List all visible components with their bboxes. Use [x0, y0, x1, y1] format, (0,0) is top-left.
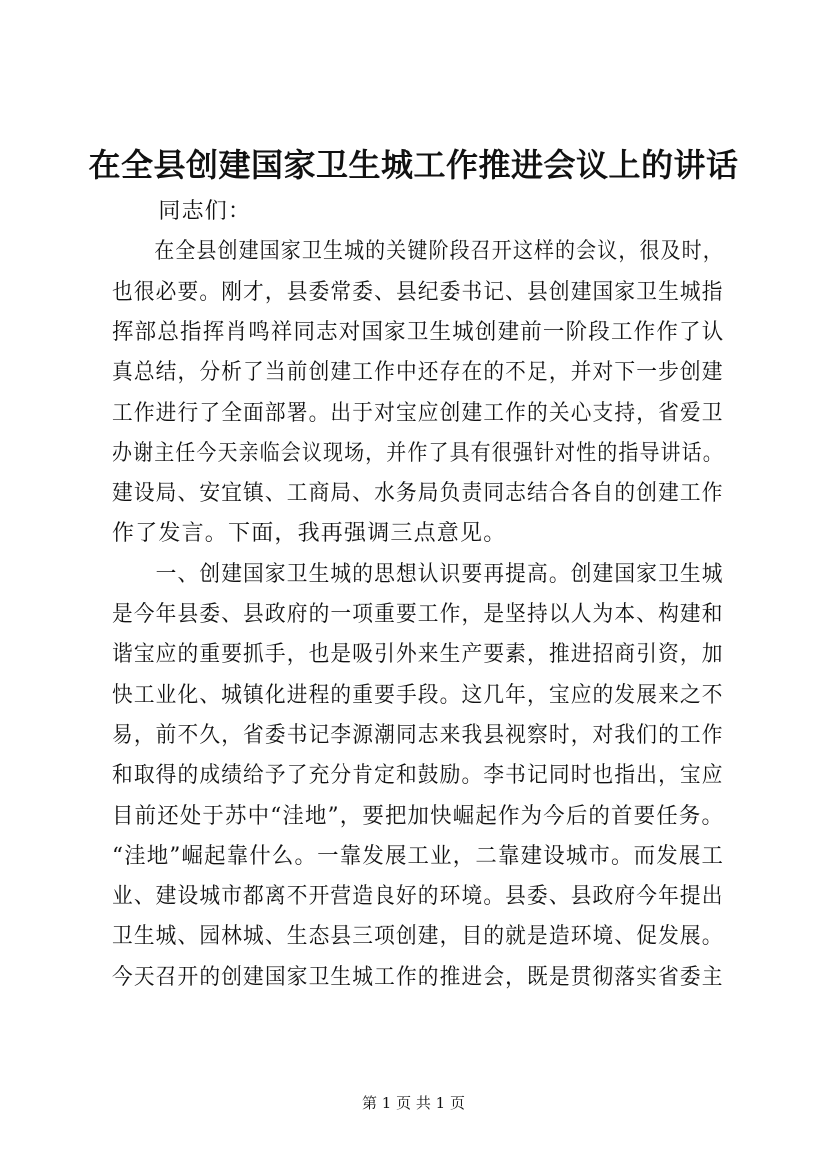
body-text-line: 是今年县委、县政府的一项重要工作，是坚持以人为本、构建和 — [112, 602, 724, 627]
body-text-line: 也很必要。刚才，县委常委、县纪委书记、县创建国家卫生城指 — [112, 279, 724, 305]
body-text-line: 在全县创建国家卫生城的关键阶段召开这样的会议，很及时， — [112, 239, 724, 265]
body-text-line: 一、创建国家卫生城的思想认识要再提高。创建国家卫生城 — [112, 561, 724, 587]
page-footer: 第 1 页 共 1 页 — [362, 1094, 465, 1112]
body-text-line: 同志们： — [112, 199, 252, 224]
body-text-line: 办谢主任今天亲临会议现场，并作了具有很强针对性的指导讲话。 — [112, 440, 724, 466]
body-text-line: 和取得的成绩给予了充分肯定和鼓励。李书记同时也指出，宝应 — [112, 763, 724, 789]
body-text-line: 挥部总指挥肖鸣祥同志对国家卫生城创建前一阶段工作作了认 — [112, 319, 725, 345]
body-text-line: 作了发言。下面，我再强调三点意见。 — [112, 521, 507, 547]
document-title: 在全县创建国家卫生城工作推进会议上的讲话 — [88, 146, 739, 184]
body-text-line: 今天召开的创建国家卫生城工作的推进会，既是贯彻落实省委主 — [112, 964, 724, 990]
body-text-line: 卫生城、园林城、生态县三项创建，目的就是造环境、促发展。 — [112, 924, 724, 950]
body-text-line: 工作进行了全面部署。出于对宝应创建工作的关心支持，省爱卫 — [112, 400, 724, 426]
body-text-line: “洼地”崛起靠什么。一靠发展工业，二靠建设城市。而发展工 — [112, 843, 725, 869]
body-text-line: 建设局、安宜镇、工商局、水务局负责同志结合各自的创建工作 — [112, 481, 724, 507]
body-text-line: 谐宝应的重要抓手，也是吸引外来生产要素，推进招商引资，加 — [112, 642, 724, 668]
body-text-line: 真总结，分析了当前创建工作中还存在的不足，并对下一步创建 — [112, 360, 724, 386]
body-text-line: 易，前不久，省委书记李源潮同志来我县视察时，对我们的工作 — [112, 722, 724, 748]
body-text-line: 快工业化、城镇化进程的重要手段。这几年，宝应的发展来之不 — [112, 682, 724, 708]
body-text-line: 目前还处于苏中“洼地”，要把加快崛起作为今后的首要任务。 — [112, 803, 725, 829]
body-text-line: 业、建设城市都离不开营造良好的环境。县委、县政府今年提出 — [112, 884, 724, 910]
